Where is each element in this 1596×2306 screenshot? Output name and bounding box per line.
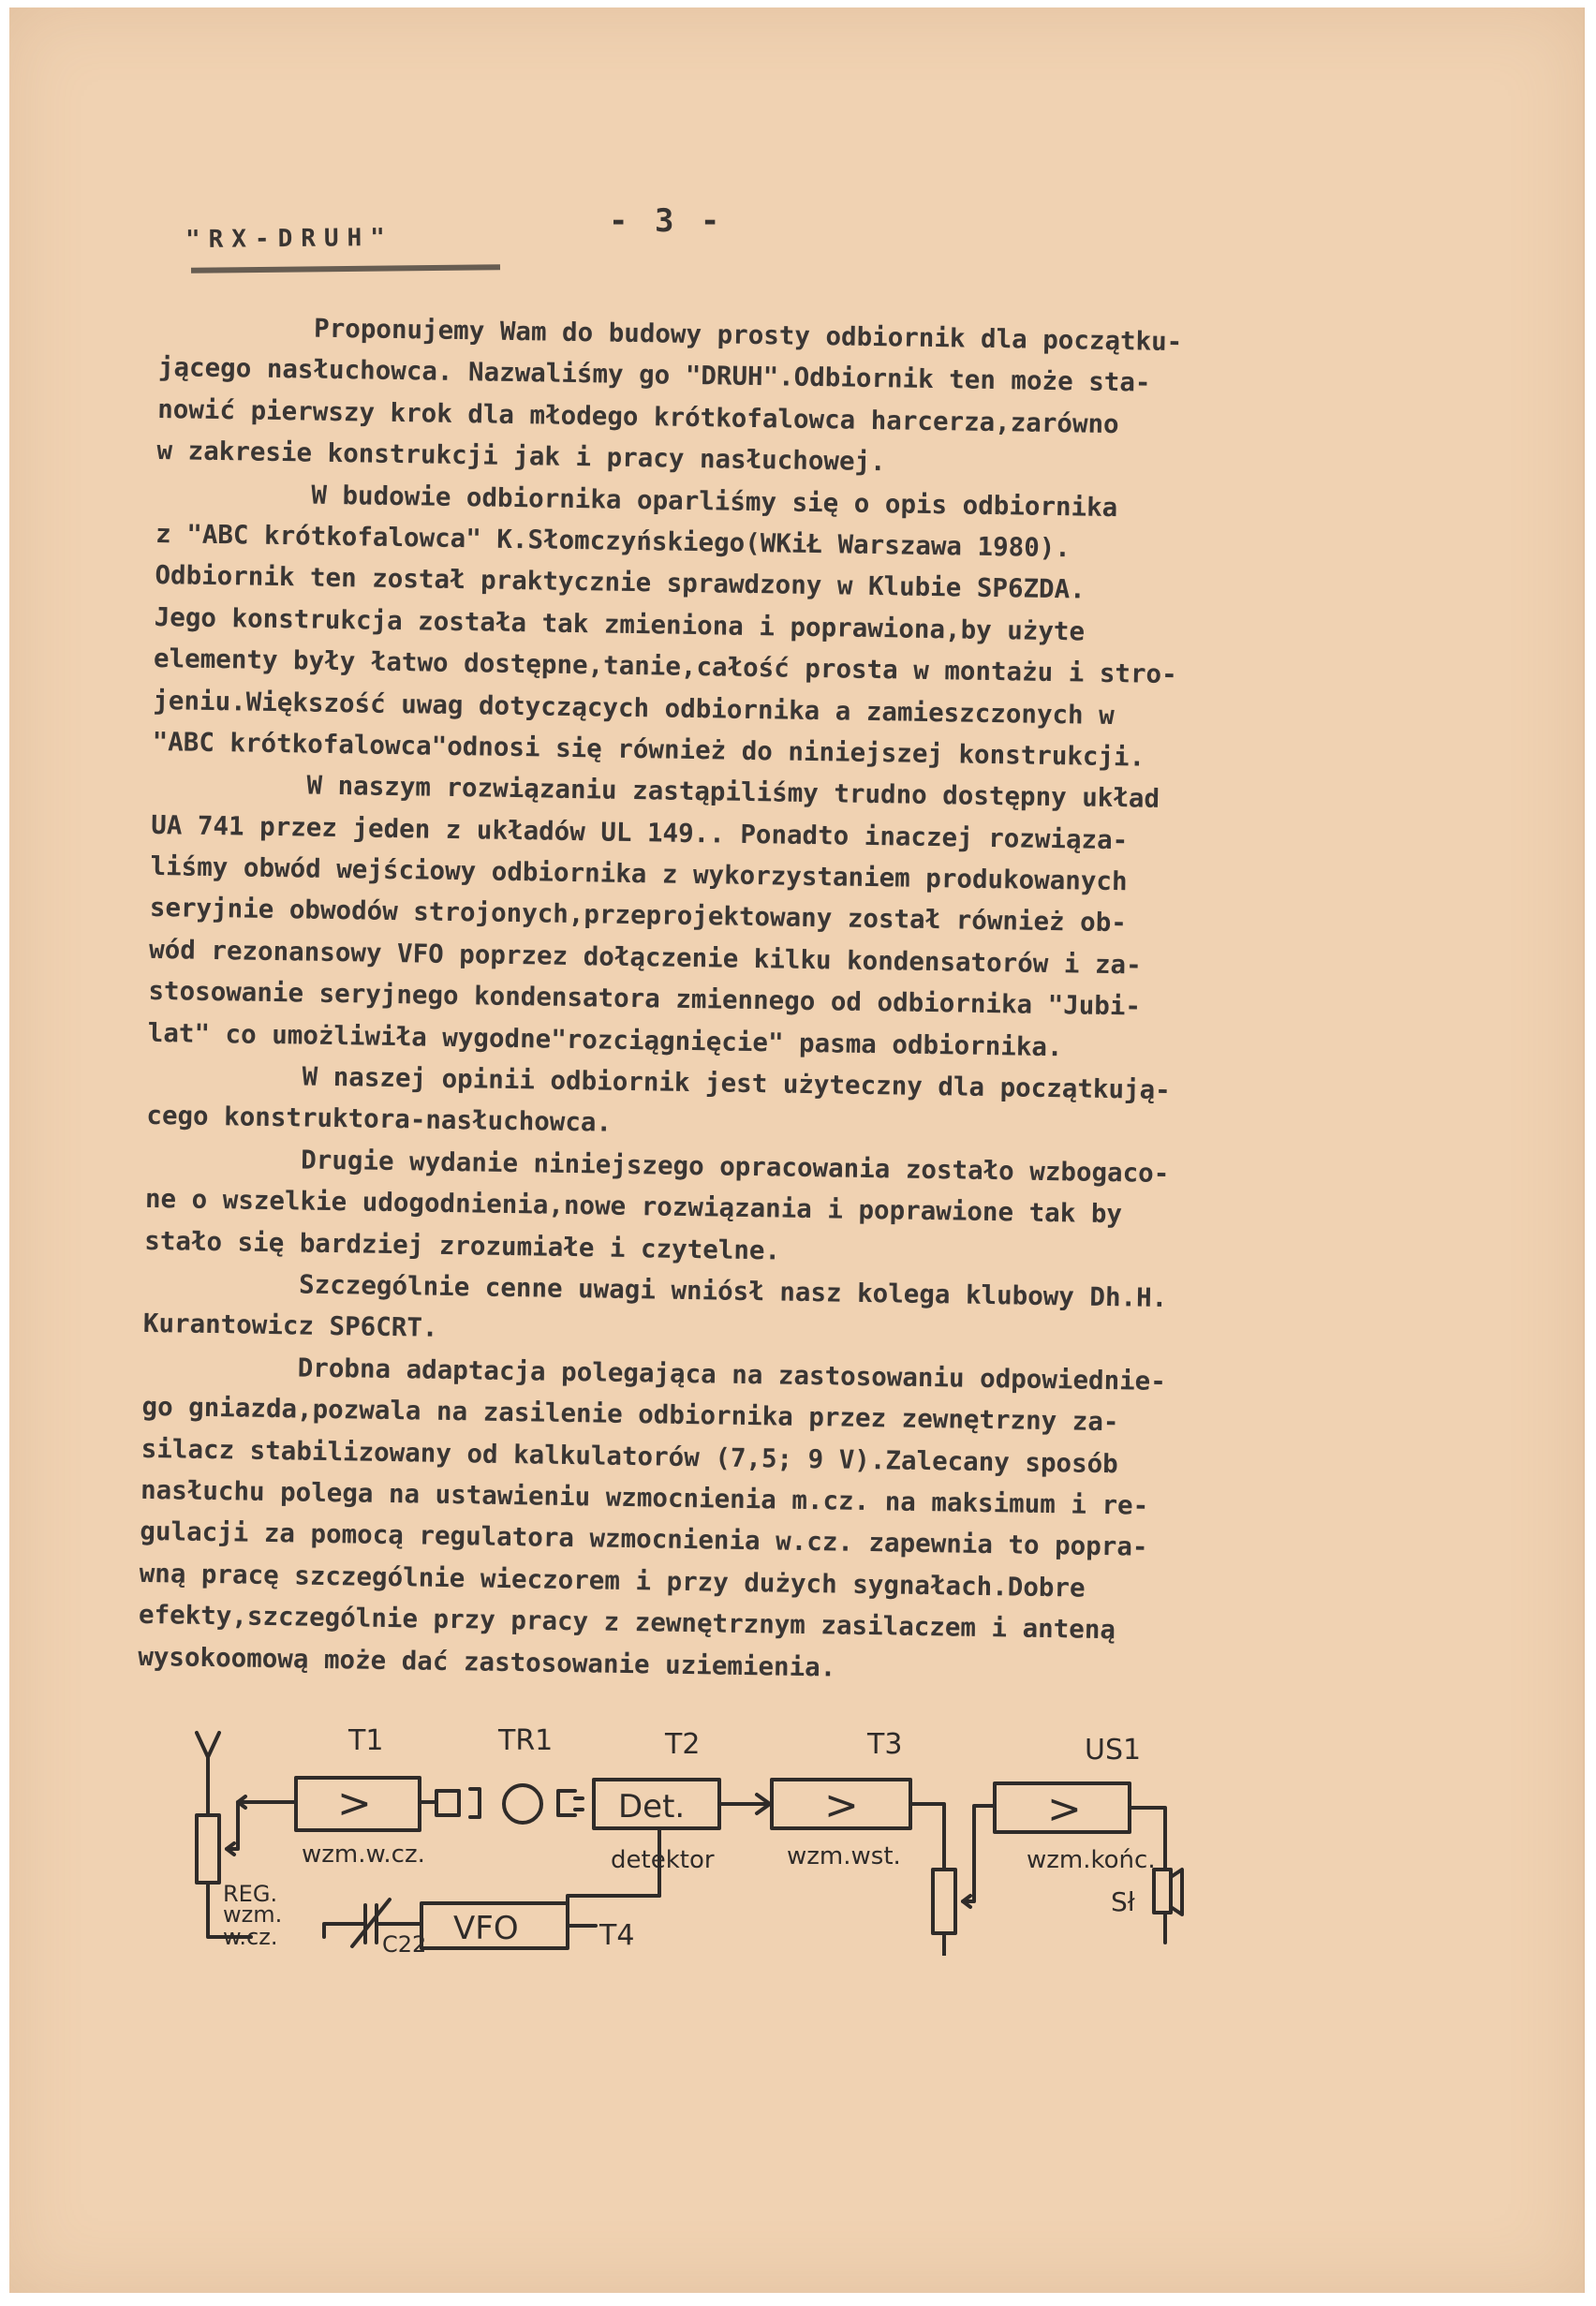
text-line: W naszym rozwiązaniu zastąpiliśmy trudno dostępny układ xyxy=(151,768,1160,815)
text-line: Drobna adaptacja polegająca na zastosowaniu odpowiednie- xyxy=(141,1350,1167,1397)
text-line: Drugie wydanie niniejszego opracowania zostało wzbogaco- xyxy=(145,1142,1170,1189)
label-reg: REG. xyxy=(223,1881,278,1907)
antenna-symbol xyxy=(197,1733,219,1787)
text-line: Odbiornik ten został praktycznie sprawdzony w Klubie SP6ZDA. xyxy=(155,560,1086,605)
label-sl: Sł xyxy=(1111,1886,1135,1917)
label-c22: C22 xyxy=(382,1931,427,1956)
text-line: elementy były łatwo dostępne,tanie,całość prosta w montażu i stro- xyxy=(153,643,1177,690)
text-line: "ABC krótkofalowca"odnosi się również do niniejszej konstrukcji. xyxy=(152,726,1145,773)
title-underline xyxy=(191,264,500,273)
detector-text: Det. xyxy=(618,1788,686,1826)
text-line: z "ABC krótkofalowca" K.Słomczyńskiego(WKiŁ Warszawa 1980). xyxy=(155,518,1071,564)
text-line: wód rezonansowy VFO poprzez dołączenie kilku kondensatorów i za- xyxy=(148,934,1142,981)
label-reg-wcz: w.cz. xyxy=(223,1924,278,1950)
text-line: nowić pierwszy krok dla młodego krótkofalowca harcerza,zarówno xyxy=(157,393,1119,439)
label-wzm-wst: wzm.wst. xyxy=(787,1842,901,1870)
body-text xyxy=(138,305,1339,1696)
label-t2: T2 xyxy=(665,1728,701,1761)
text-line: jącego nasłuchowca. Nazwaliśmy go "DRUH".Odbiornik ten może sta- xyxy=(157,352,1151,399)
detector-block xyxy=(558,1780,770,1828)
text-line: W budowie odbiornika oparliśmy się o opis odbiornika xyxy=(155,477,1118,523)
text-line: lat" co umożliwiła wygodne"rozciągnięcie" pasma odbiornika. xyxy=(147,1017,1063,1062)
text-line: efekty,szczególnie przy pracy z zewnętrznym zasilaczem i anteną xyxy=(138,1599,1116,1646)
text-line: gulacji za pomocą regulatora wzmocnienia w.cz. zapewnia to popra- xyxy=(140,1516,1148,1563)
text-line: w zakresie konstrukcji jak i pracy nasłuchowej. xyxy=(156,436,886,478)
text-line: UA 741 przez jeden z układów UL 149.. Ponadto inaczej rozwiąza- xyxy=(151,809,1129,856)
label-wzm-wcz: wzm.w.cz. xyxy=(302,1840,425,1869)
text-line: liśmy obwód wejściowy odbiornika z wykorzystaniem produkowanych xyxy=(150,851,1128,897)
text-line: silacz stabilizowany od kalkulatorów (7,5; 9 V).Zalecany sposób xyxy=(140,1433,1119,1479)
preamplifier-symbol: > xyxy=(824,1781,859,1829)
rf-amplifier-symbol: > xyxy=(337,1780,372,1827)
transformer-tr1 xyxy=(470,1785,541,1823)
text-line: cego konstruktora-nasłuchowca. xyxy=(146,1101,613,1139)
label-t3: T3 xyxy=(867,1728,903,1761)
text-line: jeniu.Większość uwag dotyczących odbiornika a zamieszczonych w xyxy=(153,685,1116,731)
label-tr1: TR1 xyxy=(498,1724,554,1757)
label-t1: T1 xyxy=(348,1724,384,1757)
rf-amplifier-block xyxy=(259,1778,459,1830)
label-us1: US1 xyxy=(1085,1734,1142,1766)
text-line: stosowanie seryjnego kondensatora zmiennego od odbiornika "Jubi- xyxy=(148,976,1142,1022)
text-line: nasłuchu polega na ustawieniu wzmocnienia m.cz. na maksimum i re- xyxy=(140,1474,1149,1521)
receiver-block-diagram xyxy=(140,1712,1302,1956)
document-title: "RX-DRUH" xyxy=(185,223,394,255)
text-line: stało się bardziej zrozumiałe i czytelne. xyxy=(144,1225,781,1266)
paper-sheet xyxy=(9,7,1585,2293)
text-line: ne o wszelkie udogodnienia,nowe rozwiązania i poprawione tak by xyxy=(144,1184,1123,1230)
text-line: W naszej opinii odbiornik jest użyteczny dla początkują- xyxy=(146,1058,1171,1106)
label-reg-wzm: wzm. xyxy=(223,1901,283,1928)
text-line: go gniazda,pozwala na zasilenie odbiornika przez zewnętrzny za- xyxy=(141,1392,1119,1438)
label-wzm-konc: wzm.końc. xyxy=(1027,1846,1156,1874)
headphone-icon xyxy=(1154,1870,1182,1943)
text-line: Kurantowicz SP6CRT. xyxy=(142,1308,438,1344)
output-amplifier-symbol: > xyxy=(1047,1785,1082,1833)
vfo-text: VFO xyxy=(453,1910,519,1947)
text-line: Szczególnie cenne uwagi wniósł nasz kolega klubowy Dh.H. xyxy=(143,1266,1168,1314)
label-t4: T4 xyxy=(599,1919,635,1952)
text-line: Proponujemy Wam do budowy prosty odbiornik dla początku- xyxy=(158,310,1183,358)
page-number: - 3 - xyxy=(609,202,724,240)
text-line: wysokoomową może dać zastosowanie uziemienia. xyxy=(138,1641,836,1683)
text-line: wną pracę szczególnie wieczorem i przy dużych sygnałach.Dobre xyxy=(139,1558,1086,1604)
text-line: Jego konstrukcja została tak zmieniona i poprawiona,by użyte xyxy=(154,601,1086,647)
label-detektor: detektor xyxy=(611,1846,715,1874)
volume-potentiometer xyxy=(933,1806,995,1956)
text-line: seryjnie obwodów strojonych,przeprojektowany został również ob- xyxy=(149,893,1128,939)
